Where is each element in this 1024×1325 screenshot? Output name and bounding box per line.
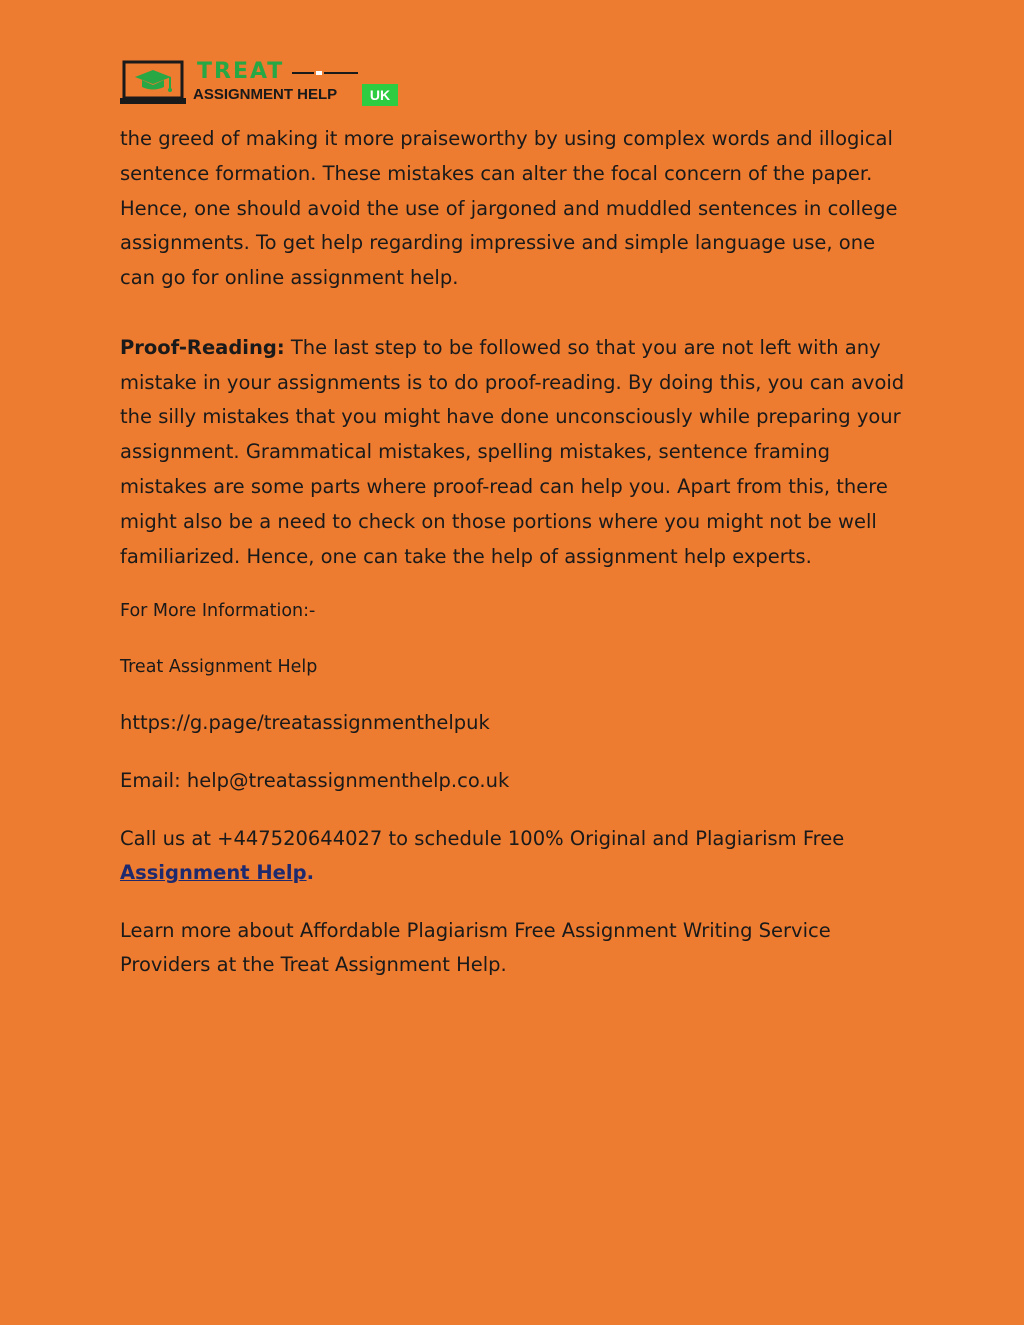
laptop-graduation-cap-icon bbox=[120, 60, 186, 106]
contact-email: Email: help@treatassignmenthelp.co.uk bbox=[120, 769, 510, 793]
assignment-help-link[interactable]: Assignment Help bbox=[120, 861, 307, 885]
company-name: Treat Assignment Help bbox=[120, 657, 318, 678]
brand-uk-badge: UK bbox=[362, 84, 398, 106]
paragraph-language: the greed of making it more praiseworthy by using complex words and illogical sentence formation. These mistakes can alter the focal concern of the paper. Hence, one should avoid the use of jargoned and muddled sentences in college assignments. To get help regarding impressive and simple language use, one can go for online assignment help. bbox=[120, 127, 898, 290]
brand-subtitle: ASSIGNMENT HELP bbox=[193, 86, 338, 103]
proof-reading-text: The last step to be followed so that you are not left with any mistake in your assignments is to do proof-reading. By doing this, you can avoid the silly mistakes that you might have done unconsciously while preparing your assignment. Grammatical mistakes, spelling mistakes, sentence framing mistakes are some parts where proof-read can help you. Apart from this, there might also be a need to check on those portions where you might not be well familiarized. Hence, one can take the help of assignment help experts. bbox=[120, 335, 905, 568]
paragraph-proof-reading bbox=[120, 331, 910, 575]
proof-reading-heading: Proof-Reading: bbox=[120, 335, 285, 359]
brand-treat: TREAT bbox=[197, 59, 285, 84]
call-us-text: Call us at +447520644027 to schedule 100% Original and Plagiarism Free bbox=[120, 827, 845, 851]
document-body bbox=[120, 122, 910, 1006]
call-us-line bbox=[120, 822, 910, 890]
more-info-label: For More Information:- bbox=[120, 601, 316, 622]
company-url: https://g.page/treatassignmenthelpuk bbox=[120, 711, 490, 735]
learn-more-text: Learn more about Affordable Plagiarism Free Assignment Writing Service Providers at the Treat Assignment Help. bbox=[120, 919, 831, 977]
pen-line-icon bbox=[292, 71, 358, 75]
brand-logo bbox=[120, 58, 410, 108]
call-us-period: . bbox=[306, 861, 314, 885]
